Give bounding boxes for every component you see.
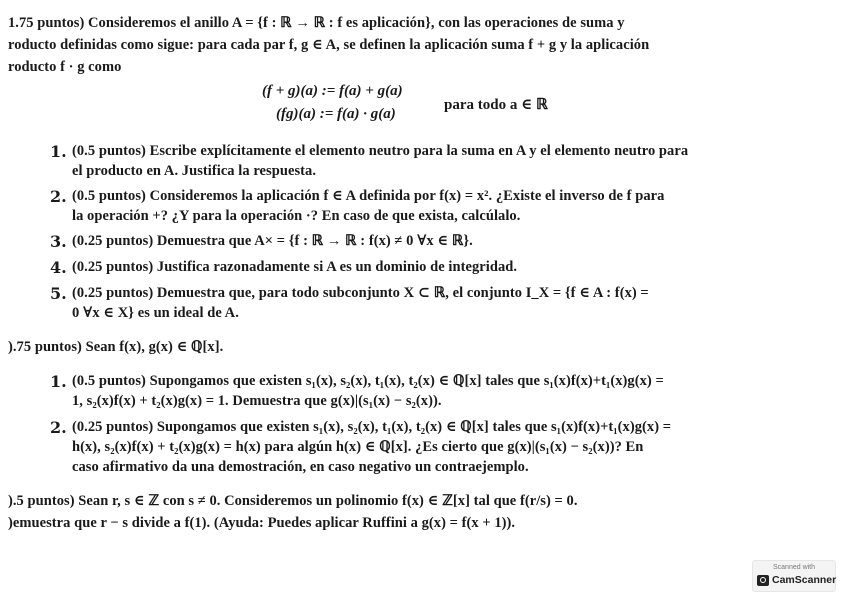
formula-sum: (f + g)(a) := f(a) + g(a) (262, 83, 403, 99)
watermark-brand-text: CamScanner (772, 574, 837, 586)
item-number: 2. (50, 187, 67, 206)
camscanner-watermark (752, 560, 836, 592)
item-number: 5. (50, 284, 67, 303)
problem1-item2-line-1: (0.5 puntos) Consideremos la aplicación f ∈ A definida por f(x) = x². ¿Existe el inverso de f para (72, 188, 665, 204)
item-number: 1. (50, 372, 67, 391)
problem1-item3-line-1: (0.25 puntos) Demuestra que A× = {f : ℝ → ℝ : f(x) ≠ 0 ∀x ∈ ℝ}. (72, 233, 473, 249)
item-number: 3. (50, 232, 67, 251)
problem3-line-1: ).5 puntos) Sean r, s ∈ ℤ con s ≠ 0. Consideremos un polinomio f(x) ∈ ℤ[x] tal que f(r/s) = 0. (8, 493, 578, 509)
problem1-item4-line-1: (0.25 puntos) Justifica razonadamente si A es un dominio de integridad. (72, 259, 518, 275)
watermark-small-text: Scanned with (772, 564, 816, 571)
problem2-item2-line-2: h(x), s₂(x)f(x) + t₂(x)g(x) = h(x) para algún h(x) ∈ ℚ[x]. ¿Es cierto que g(x)|(s₁(x) − s₂(x))? En (72, 439, 644, 455)
problem1-item5-line-2: 0 ∀x ∈ X} es un ideal de A. (72, 305, 239, 321)
problem1-item5-line-1: (0.25 puntos) Demuestra que, para todo subconjunto X ⊂ ℝ, el conjunto I_X = {f ∈ A : f(x) = (72, 285, 649, 301)
problem1-item1-line-1: (0.5 puntos) Escribe explícitamente el elemento neutro para la suma en A y el elemento neutro para (72, 143, 689, 159)
problem2-item1-line-2: 1, s₂(x)f(x) + t₂(x)g(x) = 1. Demuestra que g(x)|(s₁(x) − s₂(x)). (72, 393, 442, 409)
camscanner-logo-icon (757, 575, 769, 586)
problem1-intro-line-2: roducto definidas como sigue: para cada par f, g ∈ A, se definen la aplicación suma f + g y la aplicación (8, 37, 650, 53)
problem3-line-2: )emuestra que r − s divide a f(1). (Ayuda: Puedes aplicar Ruffini a g(x) = f(x + 1)). (8, 515, 516, 531)
problem1-intro-line-1: 1.75 puntos) Consideremos el anillo A = {f : ℝ → ℝ : f es aplicación}, con las operaciones de suma y (8, 15, 625, 31)
problem2-item2-line-3: caso afirmativo da una demostración, en caso negativo un contraejemplo. (72, 459, 529, 475)
problem1-intro-line-3: roducto f · g como (8, 59, 122, 75)
item-number: 4. (50, 258, 67, 277)
problem1-item1-line-2: el producto en A. Justifica la respuesta. (72, 163, 316, 179)
problem1-item2-line-2: la operación +? ¿Y para la operación ·? En caso de que exista, calcúlalo. (72, 208, 521, 224)
problem2-intro: ).75 puntos) Sean f(x), g(x) ∈ ℚ[x]. (8, 339, 224, 355)
formula-product: (fg)(a) := f(a) · g(a) (276, 106, 396, 122)
problem2-item2-line-1: (0.25 puntos) Supongamos que existen s₁(x), s₂(x), t₁(x), t₂(x) ∈ ℚ[x] tales que s₁(x)f(x)+t₁(x)g(x) = (72, 419, 672, 435)
formula-note: para todo a ∈ ℝ (444, 97, 548, 113)
item-number: 2. (50, 418, 67, 437)
item-number: 1. (50, 142, 67, 161)
problem2-item1-line-1: (0.5 puntos) Supongamos que existen s₁(x), s₂(x), t₁(x), t₂(x) ∈ ℚ[x] tales que s₁(x)f(x)+t₁(x)g(x) = (72, 373, 664, 389)
